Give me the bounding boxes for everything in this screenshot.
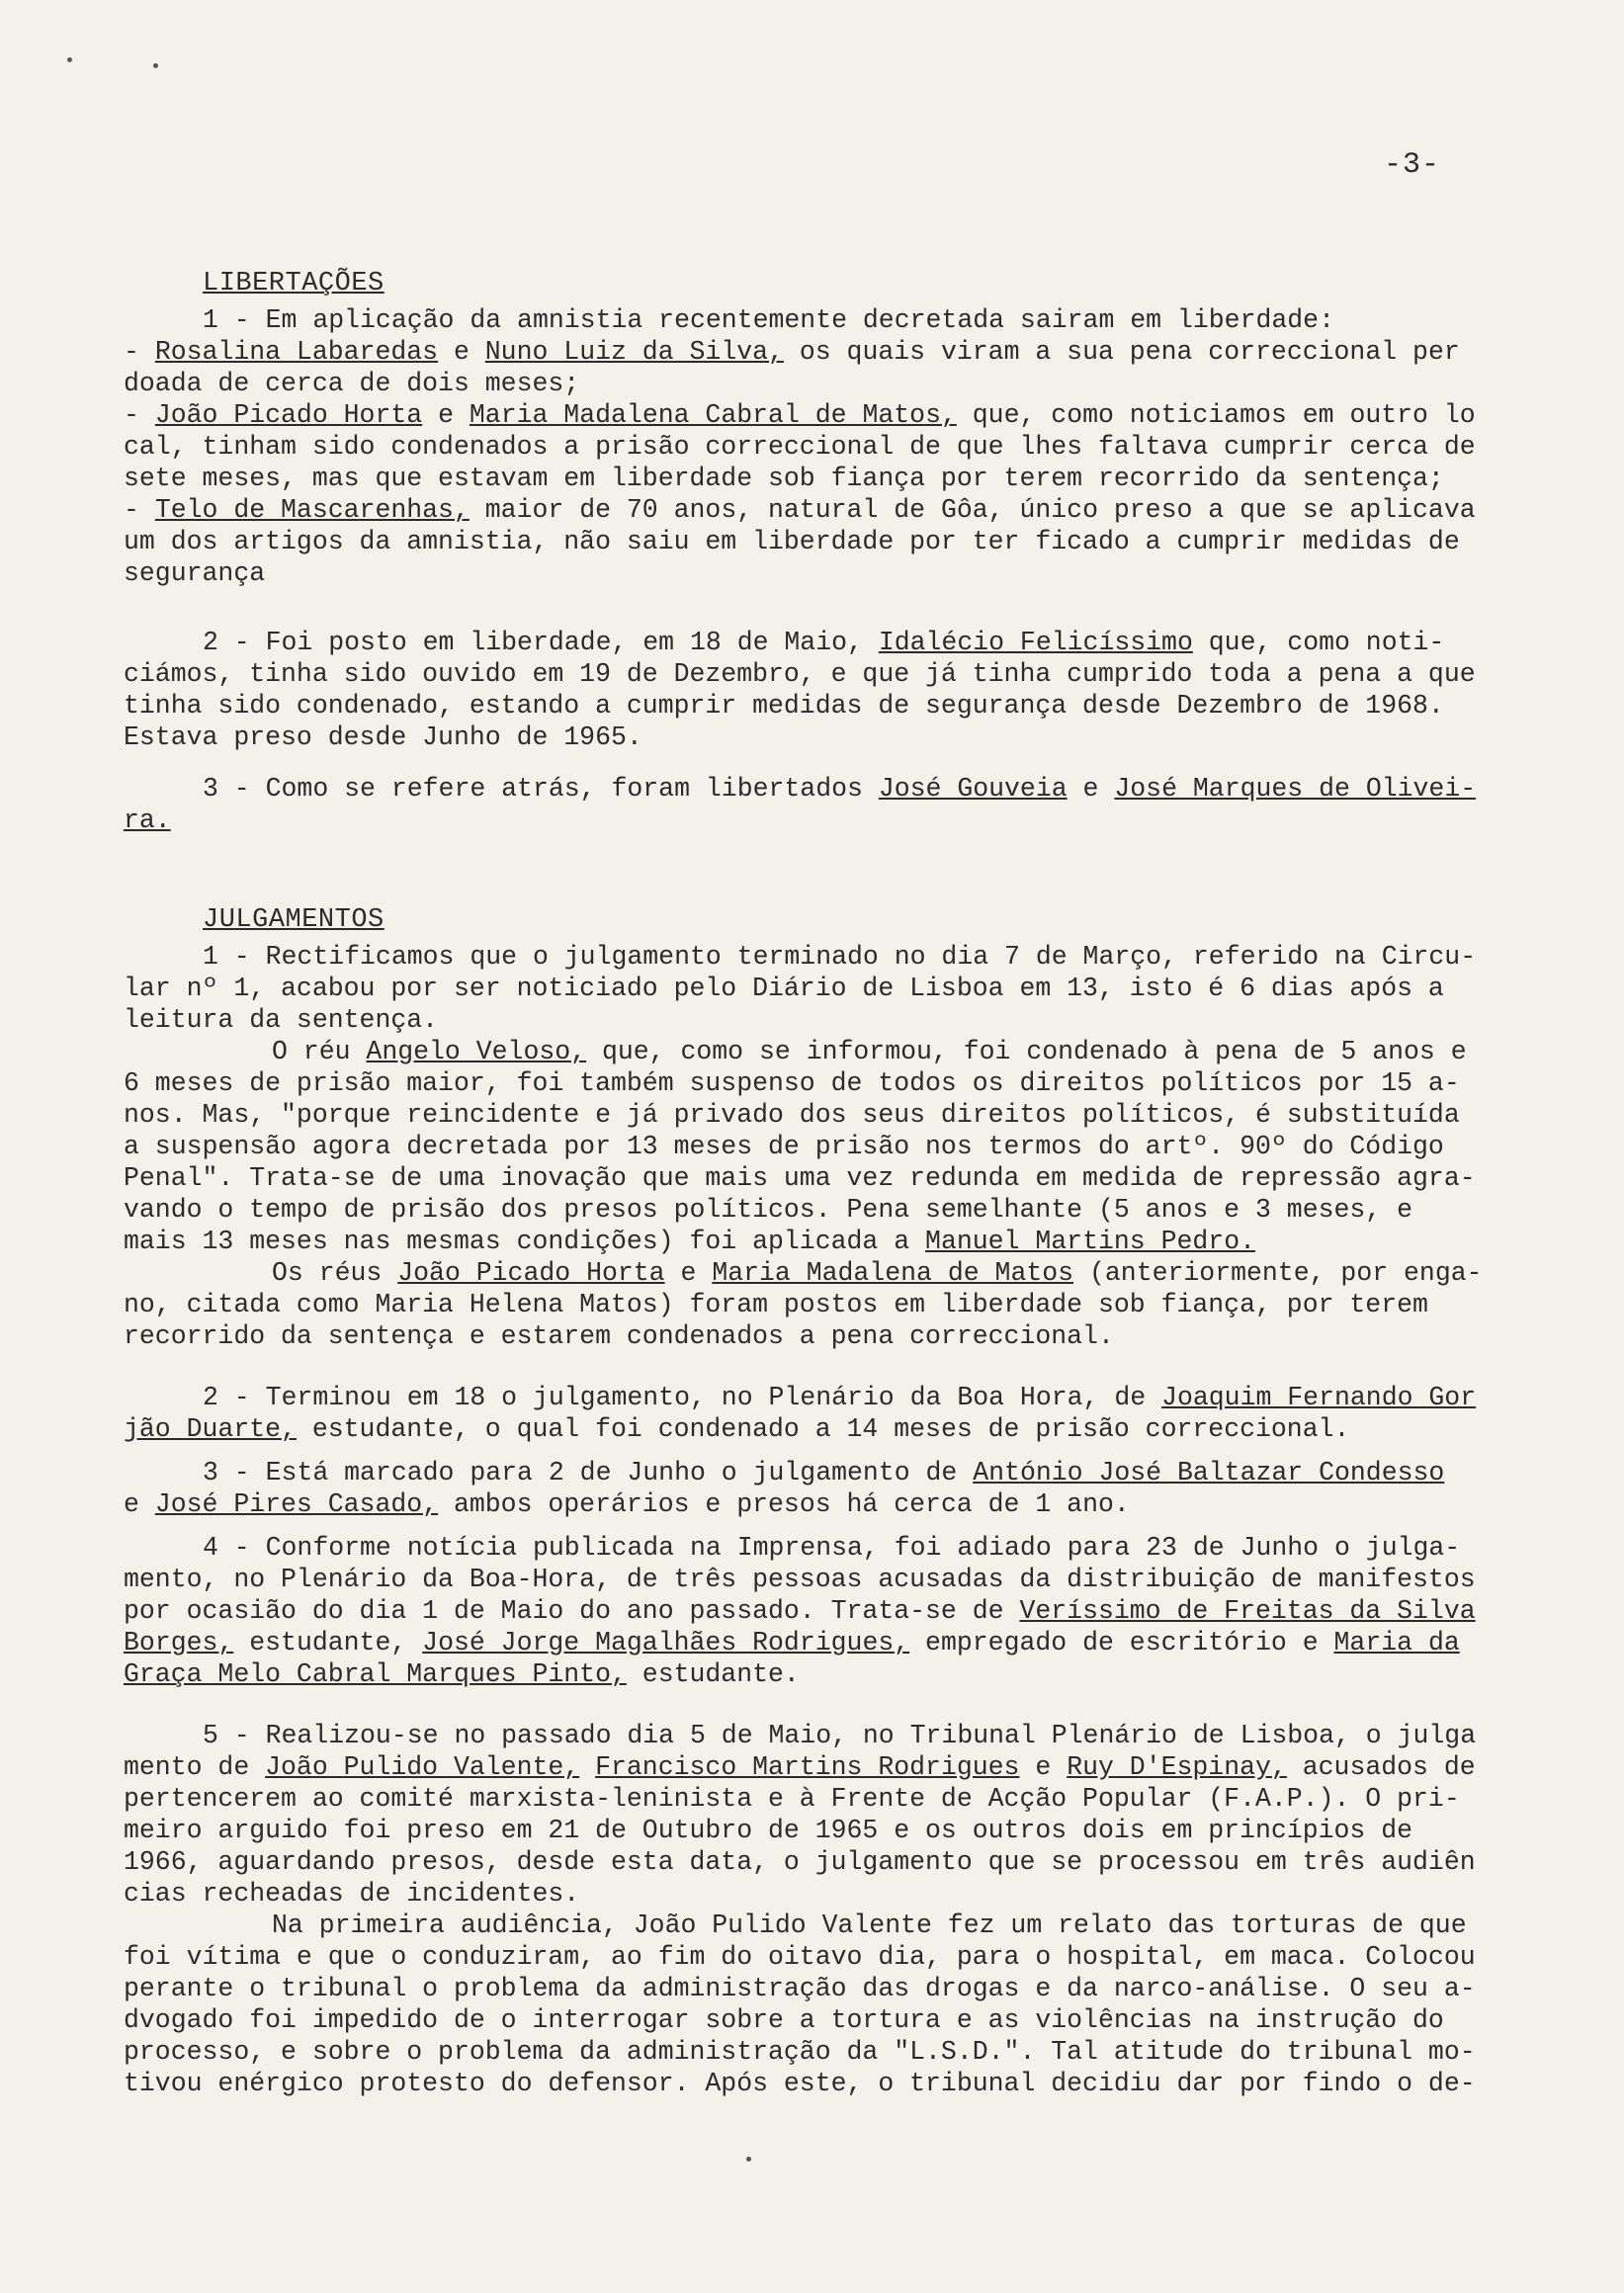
person-name: Telo de Mascarenhas, bbox=[154, 495, 470, 525]
person-name: ra. bbox=[124, 806, 171, 835]
person-name: Graça Melo Cabral Marques Pinto, bbox=[124, 1659, 627, 1689]
person-name: Maria da bbox=[1333, 1628, 1460, 1657]
person-name: José Jorge Magalhães Rodrigues, bbox=[422, 1628, 910, 1657]
person-name: jão Duarte, bbox=[124, 1414, 297, 1444]
libertacoes-item-2: 2 - Foi posto em liberdade, em 18 de Maio, Idalécio Felicíssimo que, como noti- ciámos, tinha sido ouvido em 19 de Dezembro, e que já tinha cumprido toda a pena a que tinha sido condenado, estando a cumprir medidas de segurança desde Dezembro de 1968. Estava preso desde Junho de 1965. bbox=[124, 628, 1476, 752]
person-name: José Pires Casado, bbox=[154, 1489, 439, 1519]
julgamentos-item-4: 4 - Conforme notícia publicada na Imprensa, foi adiado para 23 de Junho o julga- mento, no Plenário da Boa-Hora, de três pessoas acusadas da distribuição de manifestos por ocasião do dia 1 de Maio do ano passado. Trata-se de Veríssimo de Freitas da Silva Borges, estudante, José Jorge Magalhães Rodrigues, empregado de escritório e Maria da Graça Melo Cabral Marques Pinto, estudante. bbox=[124, 1533, 1476, 1689]
person-name: Francisco Martins Rodrigues bbox=[595, 1752, 1020, 1782]
heading-julgamentos: JULGAMENTOS bbox=[203, 905, 385, 935]
person-name: Manuel Martins Pedro. bbox=[925, 1227, 1256, 1256]
julgamentos-item-3: 3 - Está marcado para 2 de Junho o julgamento de António José Baltazar Condesso e José Pires Casado, ambos operários e presos há cerca de 1 ano. bbox=[124, 1458, 1445, 1519]
julgamentos-item-5: 5 - Realizou-se no passado dia 5 de Maio, no Tribunal Plenário de Lisboa, o julga mento de João Pulido Valente, Francisco Martins Rodrigues e Ruy D'Espinay, acusados de pertencerem ao comité marxista-leninista e à Frente de Acção Popular (F.A.P.). O pri- meiro arguido foi preso em 21 de Outubro de 1965 e os outros dois em princípios de 1966, aguardando presos, desde esta data, o julgamento que se processou em três audiên cias recheadas de incidentes. Na primeira audiência, João Pulido Valente fez um relato das torturas de que foi vítima e que o conduziram, ao fim do oitavo dia, para o hospital, em maca. Colocou perante o tribunal o problema da administração das drogas e da narco-análise. O seu a- dvogado foi impedido de o interrogar sobre a tortura e as violências na instrução do processo, e sobre o problema da administração da "L.S.D.". Tal atitude do tribunal mo- tivou enérgico protesto do defensor. Após este, o tribunal decidiu dar por findo o de- bbox=[124, 1721, 1477, 2098]
julgamentos-item-2: 2 - Terminou em 18 o julgamento, no Plenário da Boa Hora, de Joaquim Fernando Gor jão Duarte, estudante, o qual foi condenado a 14 meses de prisão correccional. bbox=[124, 1383, 1477, 1444]
person-name: Nuno Luiz da Silva, bbox=[484, 337, 784, 367]
person-name: Borges, bbox=[124, 1628, 234, 1657]
ink-speck bbox=[746, 2157, 751, 2162]
heading-libertacoes: LIBERTAÇÕES bbox=[203, 269, 385, 298]
person-name: Idalécio Felicíssimo bbox=[878, 628, 1193, 657]
julgamentos-item-1: 1 - Rectificamos que o julgamento terminado no dia 7 de Março, referido na Circu- lar nº 1, acabou por ser noticiado pelo Diário de Lisboa em 13, isto é 6 dias após a leitura da sentença. O réu Angelo Veloso, que, como se informou, foi condenado à pena de 5 anos e 6 meses de prisão maior, foi também suspenso de todos os direitos políticos por 15 a- nos. Mas, "porque reincidente e já privado dos seus direitos políticos, é substituída a suspensão agora decretada por 13 meses de prisão nos termos do artº. 90º do Código Penal". Trata-se de uma inovação que mais uma vez redunda em medida de repressão agra- vando o tempo de prisão dos presos políticos. Pena semelhante (5 anos e 3 meses, e mais 13 meses nas mesmas condições) foi aplicada a Manuel Martins Pedro. Os réus João Picado Horta e Maria Madalena de Matos (anteriormente, por enga- no, citada como Maria Helena Matos) foram postos em liberdade sob fiança, por terem recorrido da sentença e estarem condenados a pena correccional. bbox=[124, 942, 1483, 1351]
page-number: -3- bbox=[1384, 148, 1441, 182]
person-name: Ruy D'Espinay, bbox=[1067, 1752, 1287, 1782]
person-name: João Picado Horta bbox=[397, 1258, 665, 1288]
person-name: José Gouveia bbox=[878, 774, 1068, 804]
person-name: João Pulido Valente, bbox=[265, 1752, 580, 1782]
person-name: Rosalina Labaredas bbox=[154, 337, 439, 367]
libertacoes-item-1: 1 - Em aplicação da amnistia recentemente decretada sairam em liberdade: - Rosalina Labaredas e Nuno Luiz da Silva, os quais viram a sua pena correccional per doada de cerca de dois meses; - João Picado Horta e Maria Madalena Cabral de Matos, que, como noticiamos em outro lo cal, tinham sido condenados a prisão correccional de que lhes faltava cumprir cerca de sete meses, mas que estavam em liberdade sob fiança por terem recorrido da sentença; - Telo de Mascarenhas, maior de 70 anos, natural de Gôa, único preso a que se aplicava um dos artigos da amnistia, não saiu em liberdade por ter ficado a cumprir medidas de segurança bbox=[124, 305, 1476, 588]
libertacoes-item-3: 3 - Como se refere atrás, foram libertados José Gouveia e José Marques de Olivei- ra. bbox=[124, 774, 1477, 835]
ink-speck bbox=[67, 57, 72, 62]
person-name: António José Baltazar Condesso bbox=[973, 1458, 1445, 1487]
person-name: Maria Madalena Cabral de Matos, bbox=[469, 400, 957, 430]
person-name: Angelo Veloso, bbox=[366, 1037, 587, 1066]
ink-speck bbox=[153, 63, 158, 68]
person-name: Joaquim Fernando Gor bbox=[1161, 1383, 1477, 1412]
person-name: José Marques de Olivei- bbox=[1114, 774, 1477, 804]
person-name: Maria Madalena de Matos bbox=[712, 1258, 1074, 1288]
person-name: João Picado Horta bbox=[154, 400, 423, 430]
person-name: Veríssimo de Freitas da Silva bbox=[1019, 1596, 1476, 1626]
